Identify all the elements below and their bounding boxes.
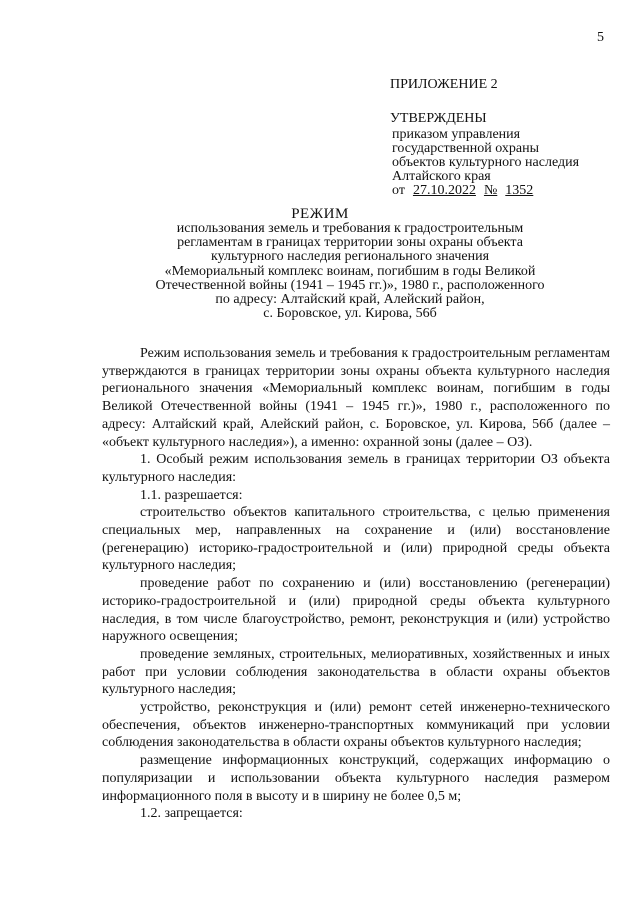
subtitle-line: регламентам в границах территории зоны охраны объекта [177, 235, 523, 251]
body-paragraph: 1.1. разрешается: [140, 487, 243, 503]
approval-line: приказом управления [392, 127, 521, 142]
body-paragraph: устройство, реконструкция и (или) ремонт сетей инженерно-технического обеспечения, объектов инженерно-транспортных коммуникаций при условии соблюдения законодательства в области охраны объектов культурного наследия; [102, 700, 610, 751]
order-date: 27.10.2022 [412, 183, 476, 198]
approval-line: объектов культурного наследия [392, 155, 580, 170]
page-number: 5 [597, 30, 604, 45]
subtitle-line: культурного наследия регионального значения [210, 249, 490, 265]
date-prefix: от [392, 183, 405, 198]
order-number: 1352 [505, 183, 534, 198]
body-paragraph: Режим использования земель и требования к градостроительным регламентам утверждаются в границах территории зоны охраны объекта культурного наследия регионального значения «Мемориальный комплекс воинам, погибшим в годы Великой Отечественной войны (1941 – 1945 гг.)», 1980 г., расположенного по адресу: Алтайский край, Алейский район, с. Боровское, ул. Кирова, 56б (далее – «объект культурного наследия»), а именно: охранной зоны (далее – ОЗ). [102, 346, 610, 450]
document-title: РЕЖИМ [291, 206, 349, 222]
body-paragraph: проведение работ по сохранению и (или) восстановлению (регенерации) историко-градостроительной и (или) природной среды объекта культурного наследия, в том числе благоустройство, ремонт, реконструкция и (или) устройство наружного освещения; [102, 576, 610, 645]
document-body [102, 345, 610, 823]
body-paragraph: размещение информационных конструкций, содержащих информацию о популяризации и использовании объекта культурного наследия размером информационного поля в высоту и в ширину не более 0,5 м; [102, 753, 610, 804]
approved-heading: УТВЕРЖДЕНЫ [390, 111, 487, 126]
body-paragraph: 1. Особый режим использования земель в границах территории ОЗ объекта культурного наследия: [102, 452, 610, 485]
approval-line: государственной охраны [392, 141, 540, 156]
approval-line: Алтайского края [392, 169, 491, 184]
approval-block [390, 78, 620, 198]
subtitle-line: Отечественной войны (1941 – 1945 гг.)», 1980 г., расположенного [155, 277, 545, 293]
number-prefix: № [483, 183, 498, 198]
document-subtitle [150, 222, 550, 321]
subtitle-line: использования земель и требования к градостроительным [176, 221, 524, 236]
body-paragraph: проведение земляных, строительных, мелиоративных, хозяйственных и иных работ при условии соблюдения законодательства в области охраны объектов культурного наследия; [102, 646, 610, 698]
subtitle-line: «Мемориальный комплекс воинам, погибшим в годы Великой [164, 263, 536, 279]
appendix-title: ПРИЛОЖЕНИЕ 2 [390, 77, 498, 92]
subtitle-line: с. Боровское, ул. Кирова, 56б [263, 306, 437, 322]
subtitle-line: по адресу: Алтайский край, Алейский район, [215, 292, 485, 308]
body-paragraph: строительство объектов капитального строительства, с целью применения специальных мер, направленных на сохранение и (или) восстановление (регенерацию) историко-градостроительной и (или) природной среды объекта культурного наследия; [102, 505, 610, 574]
order-date-number [392, 184, 620, 198]
body-paragraph: 1.2. запрещается: [140, 806, 243, 822]
